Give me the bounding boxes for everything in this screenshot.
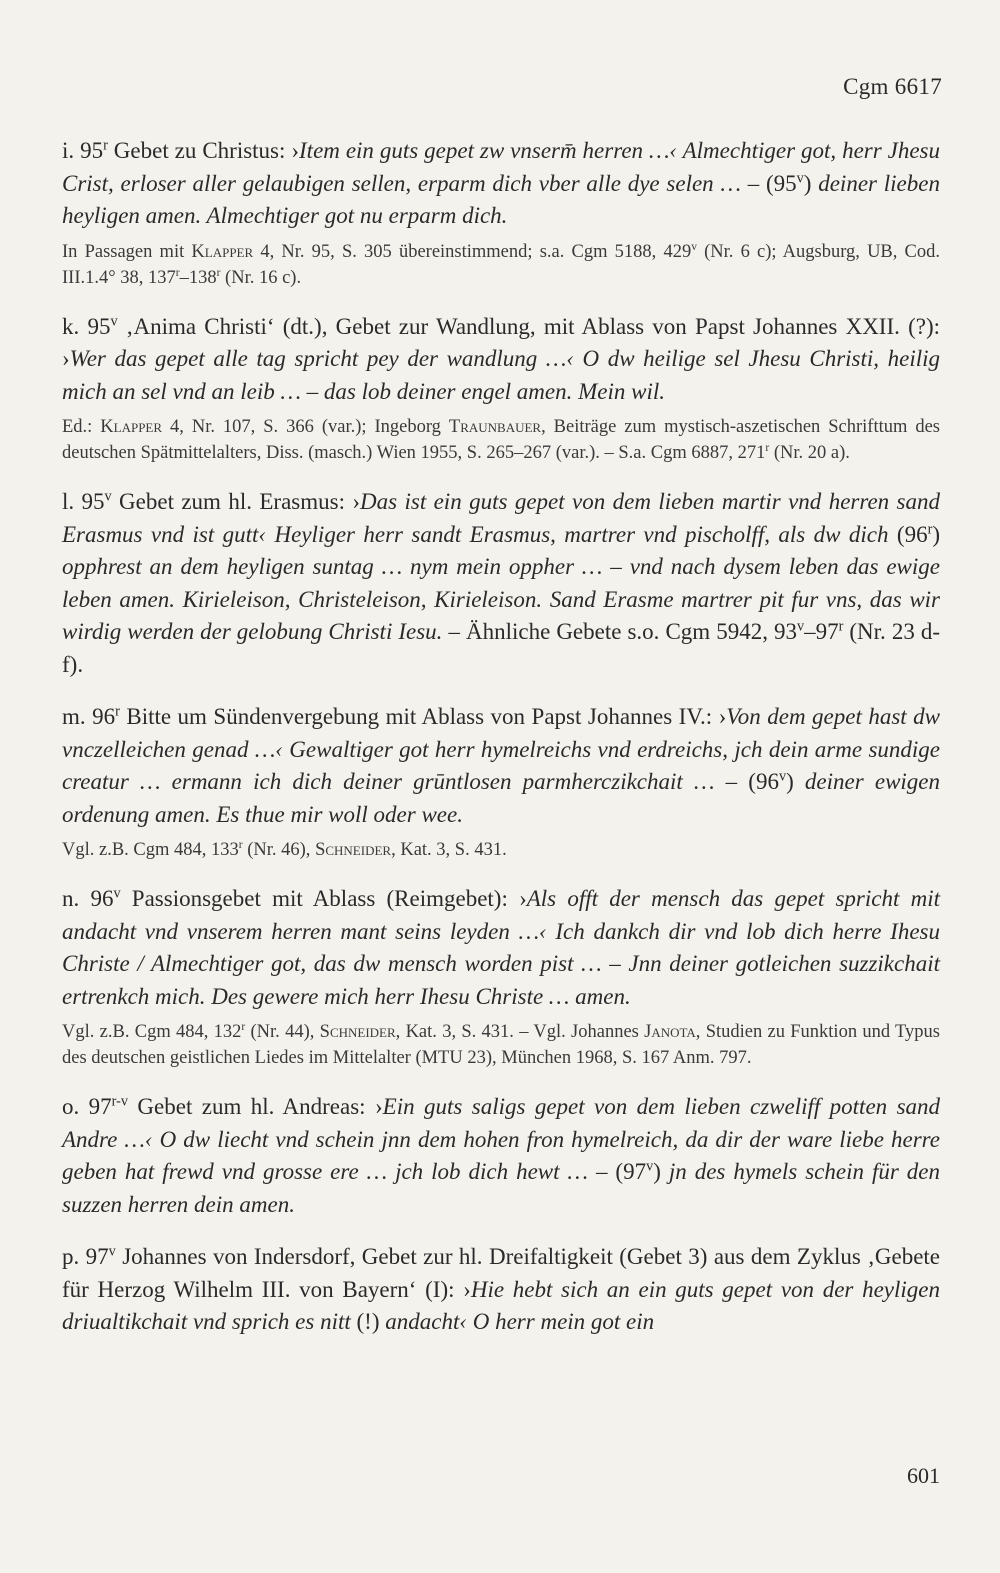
entry-l [62, 486, 940, 681]
entry-text: l. 95$^v$ Gebet zum hl. Erasmus: ›Das ist ein guts gepet von dem lieben martir vnd herren sand Erasmus vnd ist gutt‹ Heyliger herr sandt Erasmus, martrer vnd pischolff, als dw dich (96$^r$) opphrest an dem heyligen suntag … nym mein oppher … – vnd nach dysem leben das ewige leben amen. Kirieleison, Christeleison, Kirieleison. Sand Erasme martrer pit fur vns, das wir wirdig werden der gelobung Christi Iesu. – Ähnliche Gebete s.o. Cgm 5942, 93$^v$–97$^r$ (Nr. 23 d-f). [62, 488, 941, 677]
entry-k [62, 311, 940, 467]
running-header: Cgm 6617 [843, 74, 942, 99]
entry-text: n. 96$^v$ Passionsgebet mit Ablass (Reimgebet): ›Als offt der mensch das gepet spricht mit andacht vnd vnserem herren mant seins leyden …‹ Ich dankch dir vnd lob dich herre Ihesu Christe / Almechtiger got, das dw mensch worden pist … – Jnn deiner gotleichen suzzikchait ertrenkch mich. Des gewere mich herr Ihesu Christe … amen. [62, 885, 941, 1009]
entry-text: p. 97$^v$ Johannes von Indersdorf, Gebet zur hl. Dreifaltigkeit (Gebet 3) aus dem Zyklus ‚Gebete für Herzog Wilhelm III. von Bayern‘ (I): ›Hie hebt sich an ein guts gepet von der heyligen driualtikchait vnd sprich es nitt (!) andacht‹ O herr mein got ein [62, 1243, 941, 1334]
catalog-entries [62, 135, 940, 1359]
page-number: 601 [907, 1463, 940, 1488]
entry-note: Vgl. z.B. Cgm 484, 133$^r$ (Nr. 46), Schneider, Kat. 3, S. 431. [62, 838, 507, 860]
entry-note: Vgl. z.B. Cgm 484, 132$^r$ (Nr. 44), Schneider, Kat. 3, S. 431. – Vgl. Johannes Janota, Studien zu Funktion und Typus des deutschen geistlichen Liedes im Mittelalter (MTU 23), München 1968, S. 167 Anm. 797. [62, 1020, 941, 1068]
entry-note: In Passagen mit Klapper 4, Nr. 95, S. 305 übereinstimmend; s.a. Cgm 5188, 429$^v$ (Nr. 6 c); Augsburg, UB, Cod. III.1.4° 38, 137$^r$–138$^r$ (Nr. 16 c). [62, 240, 941, 288]
entry-text: m. 96$^r$ Bitte um Sündenvergebung mit Ablass von Papst Johannes IV.: ›Von dem gepet hast dw vnczelleichen genad …‹ Gewaltiger got herr hymelreichs vnd erdreichs, jch dein arme sundige creatur … ermann ich dich deiner grūntlosen parmherczikchait … – (96$^v$) deiner ewigen ordenung amen. Es thue mir woll oder wee. [62, 703, 941, 827]
entry-i [62, 135, 940, 291]
entry-text: o. 97$^{r-v}$ Gebet zum hl. Andreas: ›Ein guts saligs gepet von dem lieben czweliff potten sand Andre …‹ O dw liecht vnd schein jnn dem hohen fron hymelreich, da dir der ware liebe herre geben hat frewd vnd grosse ere … jch lob dich hewt … – (97$^v$) jn des hymels schein für den suzzen herren dein amen. [62, 1093, 941, 1217]
entry-n [62, 883, 940, 1071]
entry-o [62, 1091, 940, 1221]
entry-text: i. 95$^r$ Gebet zu Christus: ›Item ein guts gepet zw vnserm̄ herren …‹ Almechtiger got, herr Jhesu Crist, erloser aller gelaubigen sellen, erparm dich vber alle dye selen … – (95$^v$) deiner lieben heyligen amen. Almechtiger got nu erparm dich. [62, 137, 940, 228]
entry-text: k. 95$^v$ ‚Anima Christi‘ (dt.), Gebet zur Wandlung, mit Ablass von Papst Johannes XXII. (?): ›Wer das gepet alle tag spricht pey der wandlung …‹ O dw heilige sel Jhesu Christi, heilig mich an sel vnd an leib … – das lob deiner engel amen. Mein wil. [62, 312, 940, 404]
entry-m [62, 701, 940, 863]
entry-p [62, 1241, 940, 1339]
entry-note: Ed.: Klapper 4, Nr. 107, S. 366 (var.); Ingeborg Traunbauer, Beiträge zum mystisch-aszetischen Schrifttum des deutschen Spätmittelalters, Diss. (masch.) Wien 1955, S. 265–267 (var.). – S.a. Cgm 6887, 271$^r$ (Nr. 20 a). [62, 417, 940, 463]
